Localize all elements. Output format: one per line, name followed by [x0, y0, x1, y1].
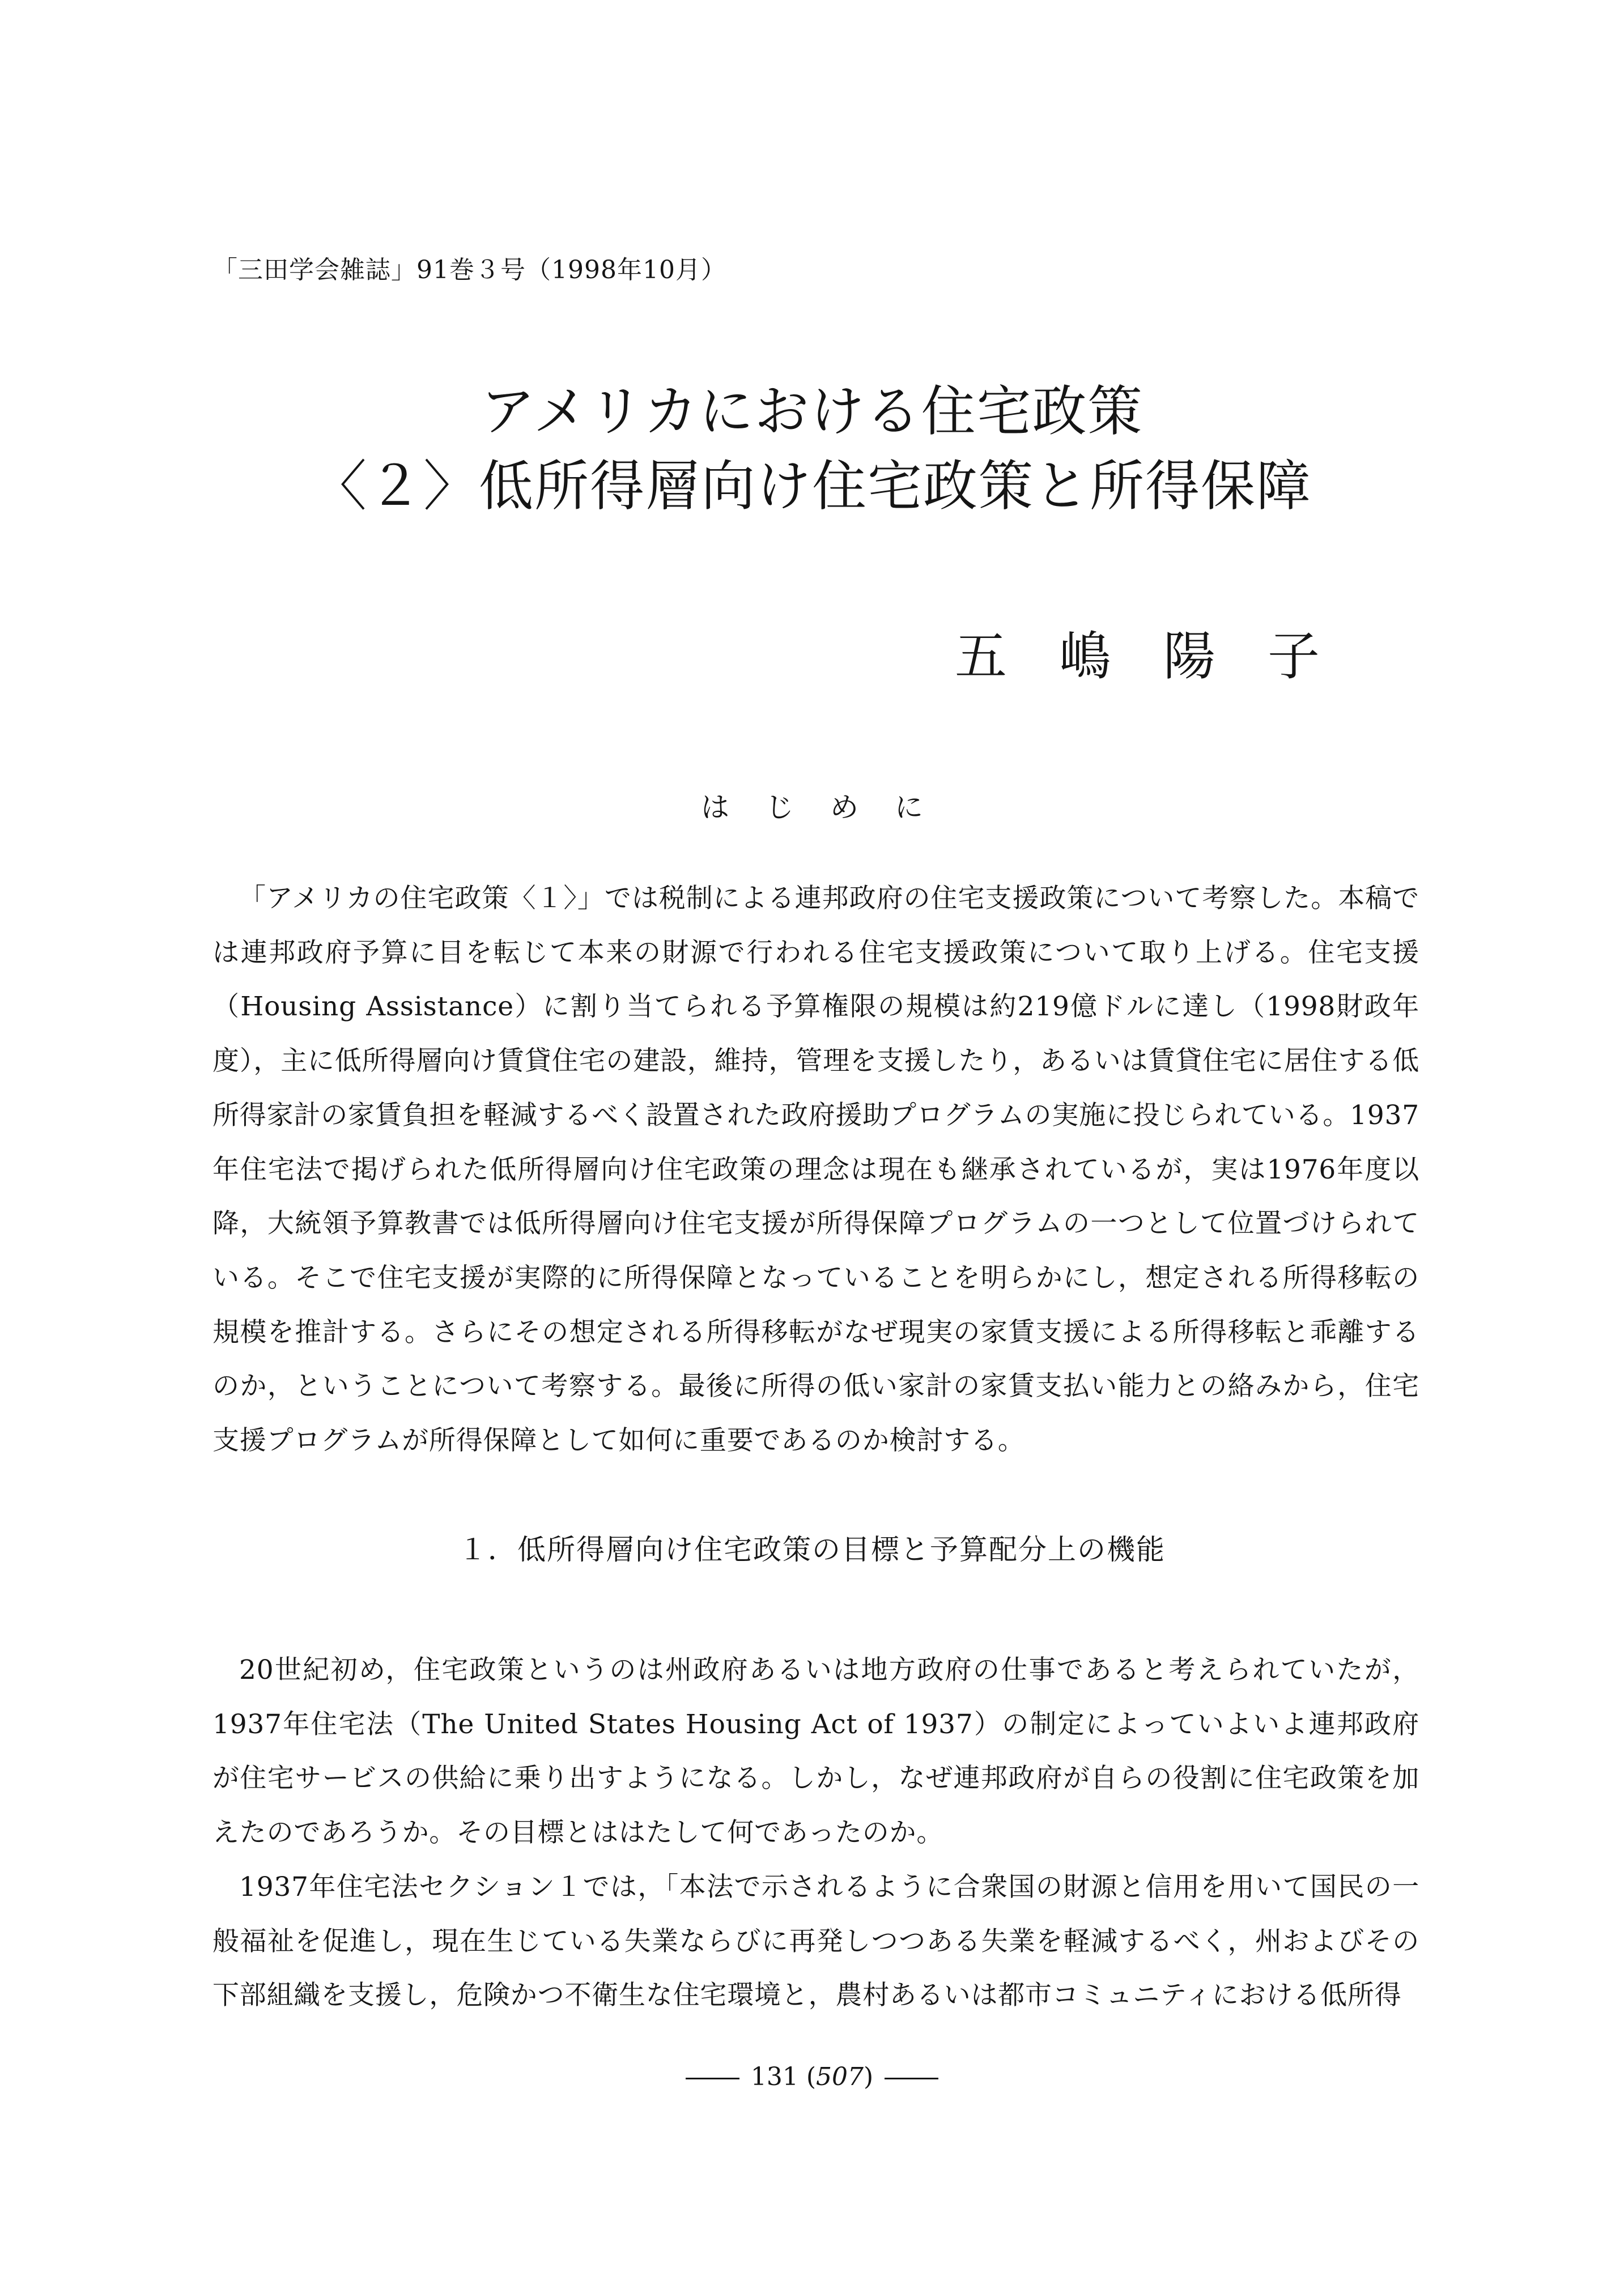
- author-name: 五嶋陽子: [954, 626, 1372, 687]
- section-1-heading: １．低所得層向け住宅政策の目標と予算配分上の機能: [458, 1533, 1166, 1566]
- original-page-open: (: [806, 2062, 816, 2091]
- section-1-paragraph-1: 20世紀初め，住宅政策というのは州政府あるいは地方政府の仕事であると考えられていたが，1937年住宅法（The United States Housing Act of 1937）の制定によっていよいよ連邦政府が住宅サービスの供給に乗り出すようになる。しかし，なぜ連邦政府が自らの役割に住宅政策を加えたのであろうか。その目標とははたして何であったのか。: [212, 1654, 1419, 1849]
- original-page-number: 507: [816, 2062, 864, 2091]
- intro-heading: はじめに: [701, 791, 959, 824]
- title-line-1: アメリカにおける住宅政策: [481, 380, 1143, 443]
- footer-dash-right: [885, 2078, 938, 2079]
- title-line-2: 〈２〉低所得層向け住宅政策と所得保障: [312, 454, 1312, 518]
- original-page-close: ): [863, 2062, 874, 2091]
- journal-reference: 「三田学会雑誌」91巻３号（1998年10月）: [212, 256, 726, 284]
- footer-dash-left: [686, 2078, 739, 2079]
- page-footer: [0, 2062, 1624, 2091]
- page-number: 131: [750, 2062, 798, 2091]
- section-1-paragraph-2: 1937年住宅法セクション１では，「本法で示されるように合衆国の財源と信用を用いて国民の一般福祉を促進し，現在生じている失業ならびに再発しつつある失業を軽減するべく，州およびその下部組織を支援し，危険かつ不衛生な住宅環境と，農村あるいは都市コミュニティにおける低所得: [212, 1871, 1419, 2011]
- intro-paragraph: 「アメリカの住宅政策〈１〉」では税制による連邦政府の住宅支援政策について考察した。本稿では連邦政府予算に目を転じて本来の財源で行われる住宅支援政策について取り上げる。住宅支援（Housing Assistance）に割り当てられる予算権限の規模は約219億ドルに達し（1998財政年度），主に低所得層向け賃貸住宅の建設，維持，管理を支援したり，あるいは賃貸住宅に居住する低所得家計の家賃負担を軽減するべく設置された政府援助プログラムの実施に投じられている。1937年住宅法で掲げられた低所得層向け住宅政策の理念は現在も継承されているが，実は1976年度以降，大統領予算教書では低所得層向け住宅支援が所得保障プログラムの一つとして位置づけられている。そこで住宅支援が実際的に所得保障となっていることを明らかにし，想定される所得移転の規模を推計する。さらにその想定される所得移転がなぜ現実の家賃支援による所得移転と乖離するのか，ということについて考察する。最後に所得の低い家計の家賃支払い能力との絡みから，住宅支援プログラムが所得保障として如何に重要であるのか検討する。: [212, 883, 1419, 1457]
- article-title: [0, 374, 1624, 524]
